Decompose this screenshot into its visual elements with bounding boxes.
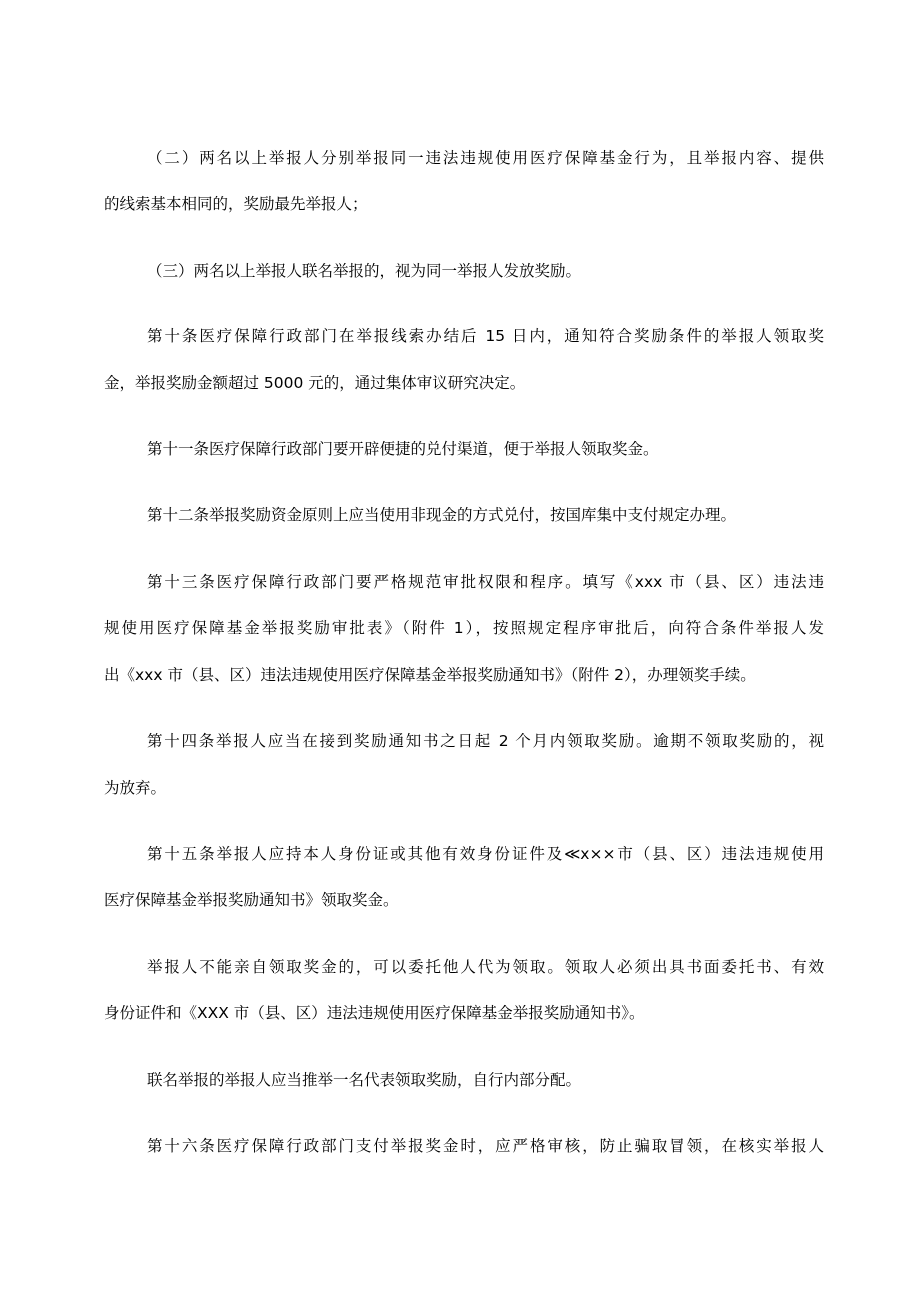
paragraph-line: 第十一条医疗保障行政部门要开辟便捷的兑付渠道，便于举报人领取奖金。 [147,440,659,458]
paragraph-line: 第十四条举报人应当在接到奖励通知书之日起 2 个月内领取奖励。逾期不领取奖励的，视 [147,732,824,750]
paragraph-line: （三）两名以上举报人联名举报的，视为同一举报人发放奖励。 [147,262,582,280]
paragraph-line: （二）两名以上举报人分别举报同一违法违规使用医疗保障基金行为，且举报内容、提供 [147,149,824,167]
paragraph-line: 的线索基本相同的，奖励最先举报人； [104,195,368,213]
paragraph-line: 为放弃。 [104,779,167,797]
paragraph-line: 身份证件和《XXX 市（县、区）违法违规使用医疗保障基金举报奖励通知书》。 [104,1004,645,1022]
paragraph-line: 举报人不能亲自领取奖金的，可以委托他人代为领取。领取人必须出具书面委托书、有效 [147,958,824,976]
paragraph-line: 金，举报奖励金额超过 5000 元的，通过集体审议研究决定。 [104,374,526,392]
paragraph-line: 联名举报的举报人应当推举一名代表领取奖励，自行内部分配。 [147,1071,582,1089]
paragraph-line: 第十三条医疗保障行政部门要严格规范审批权限和程序。填写《xxx 市（县、区）违法违 [147,573,824,591]
paragraph-line: 第十条医疗保障行政部门在举报线索办结后 15 日内，通知符合奖励条件的举报人领取奖 [147,327,824,345]
paragraph-line: 出《xxx 市（县、区）违法违规使用医疗保障基金举报奖励通知书》（附件 2），办理领奖手续。 [104,666,756,684]
paragraph-line: 规使用医疗保障基金举报奖励审批表》（附件 1），按照规定程序审批后，向符合条件举报人发 [104,619,824,637]
paragraph-line: 第十五条举报人应持本人身份证或其他有效身份证件及≪x××市（县、区）违法违规使用 [147,845,824,863]
paragraph-line: 第十六条医疗保障行政部门支付举报奖金时，应严格审核，防止骗取冒领，在核实举报人 [147,1137,824,1155]
paragraph-line: 第十二条举报奖励资金原则上应当使用非现金的方式兑付，按国库集中支付规定办理。 [147,506,737,524]
paragraph-line: 医疗保障基金举报奖励通知书》领取奖金。 [104,891,399,909]
